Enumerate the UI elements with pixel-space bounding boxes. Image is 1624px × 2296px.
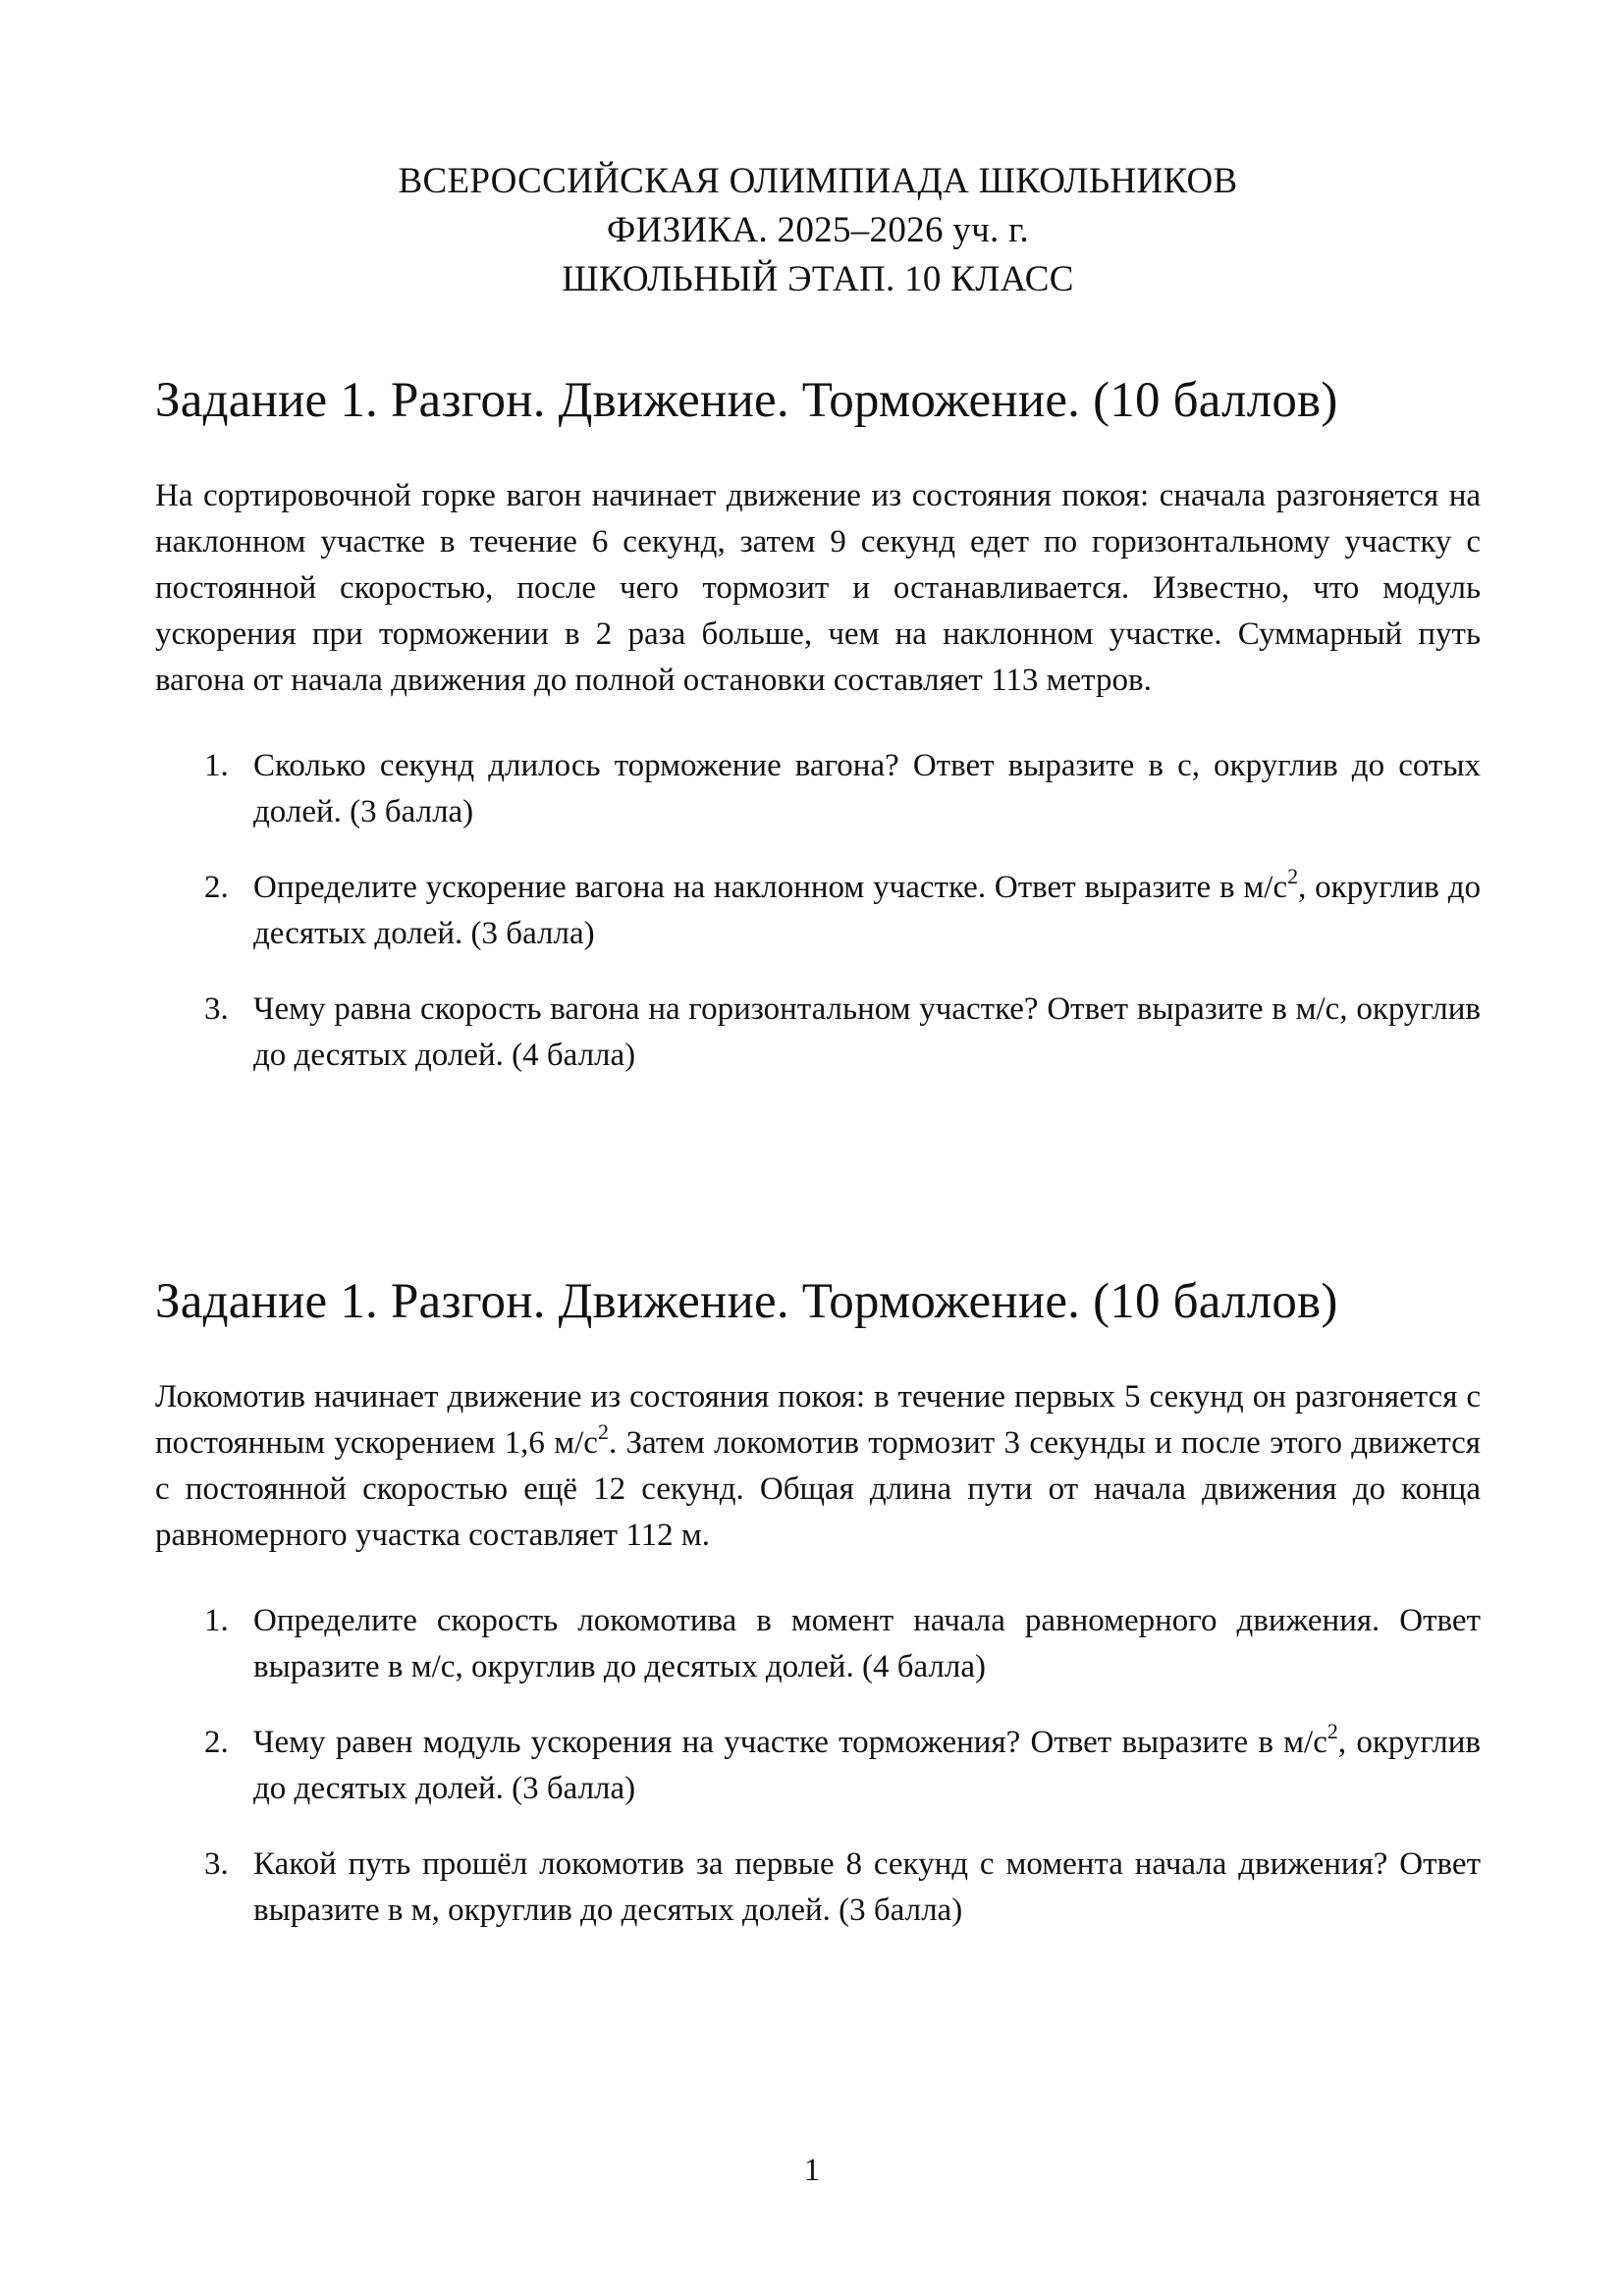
question-item [155, 987, 1481, 1079]
question-item [155, 743, 1481, 835]
superscript: 2 [1326, 1719, 1338, 1743]
task-title: Задание 1. Разгон. Движение. Торможение. (10 баллов) [155, 373, 1338, 428]
question-number: 2. [204, 870, 229, 905]
task-section-1 [155, 365, 1481, 1079]
task-statement-tail: . Затем локомотив тормозит 3 секунды и после этого движется с постоянной скоростью ещё 12 секунд. Общая длина пути от начала движения до конца равномерного участка составляет 112 м. [155, 1425, 1481, 1553]
question-text-tail: , округлив до десятых долей. (3 балла) [253, 870, 1481, 951]
task-statement: На сортировочной горке вагон начинает движение из состояния покоя: сначала разгоняется на наклонном участке в течение 6 секунд, затем 9 секунд едет по горизонтальному участку с постоянной скоростью, после чего тормозит и останавливается. Известно, что модуль ускорения при торможении в 2 раза больше, чем на наклонном участке. Суммарный путь вагона от начала движения до полной остановки составляет 113 метров. [155, 478, 1481, 698]
question-text: Какой путь прошёл локомотив за первые 8 секунд с момента начала движения? Ответ выразите в м, округлив до десятых долей. (3 балла) [253, 1846, 1481, 1928]
task-section-2 [155, 1266, 1481, 1934]
question-number: 2. [204, 1725, 229, 1760]
question-item [155, 865, 1481, 957]
question-number: 3. [204, 1846, 229, 1882]
question-text: Сколько секунд длилось торможение вагона? Ответ выразите в с, округлив до сотых долей. (3 балла) [253, 748, 1481, 829]
task-title: Задание 1. Разгон. Движение. Торможение. (10 баллов) [155, 1274, 1338, 1329]
question-text-main: Чему равен модуль ускорения на участке торможения? Ответ выразите в м/с [253, 1725, 1327, 1760]
olympiad-header [155, 157, 1481, 304]
question-item [155, 1720, 1481, 1812]
superscript: 2 [597, 1419, 609, 1444]
header-line-subject-year: ФИЗИКА. 2025–2026 уч. г. [607, 210, 1029, 250]
header-line-stage-grade: ШКОЛЬНЫЙ ЭТАП. 10 КЛАСС [562, 259, 1074, 299]
question-list [155, 743, 1481, 1079]
header-line-olympiad: ВСЕРОССИЙСКАЯ ОЛИМПИАДА ШКОЛЬНИКОВ [398, 161, 1238, 201]
superscript: 2 [1287, 864, 1299, 888]
question-text [253, 1719, 1481, 1806]
question-text-main: Определите ускорение вагона на наклонном участке. Ответ выразите в м/с [253, 870, 1288, 905]
question-number: 3. [204, 991, 229, 1027]
question-number: 1. [204, 1603, 229, 1638]
question-text [253, 864, 1481, 951]
page-number: 1 [803, 2153, 821, 2188]
question-text: Определите скорость локомотива в момент начала равномерного движения. Ответ выразите в м/с, округлив до десятых долей. (4 балла) [253, 1603, 1481, 1684]
question-item [155, 1842, 1481, 1934]
question-number: 1. [204, 748, 229, 783]
question-text: Чему равна скорость вагона на горизонтальном участке? Ответ выразите в м/с, округлив до десятых долей. (4 балла) [253, 991, 1481, 1073]
task-statement [155, 1374, 1481, 1559]
question-item [155, 1598, 1481, 1690]
question-text-tail: , округлив до десятых долей. (3 балла) [253, 1725, 1481, 1806]
task-statement-main: Локомотив начинает движение из состояния покоя: в течение первых 5 секунд он разгоняется с постоянным ускорением 1,6 м/с [155, 1379, 1481, 1461]
question-list [155, 1598, 1481, 1934]
